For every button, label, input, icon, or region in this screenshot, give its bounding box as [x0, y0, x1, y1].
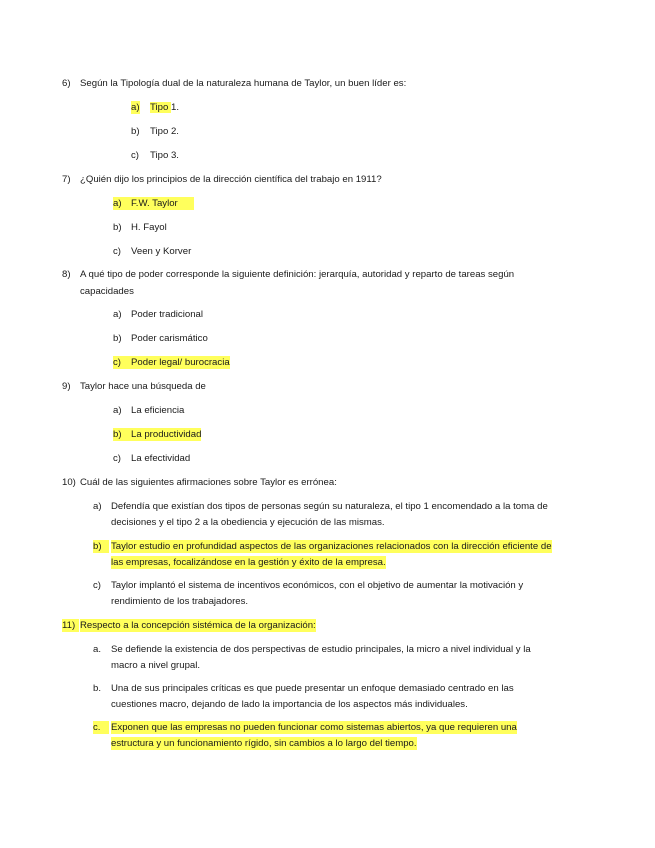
question-text: Cuál de las siguientes afirmaciones sobre Taylor es errónea:: [80, 477, 337, 488]
option-text: La efectividad: [131, 453, 191, 464]
option-text-highlight: Tipo: [150, 102, 171, 113]
option-label: b): [93, 540, 109, 553]
option-text: F.W. Taylor: [131, 198, 178, 209]
option-label: b): [113, 428, 140, 441]
option-text-line2: estructura y un funcionamiento rígido, sin cambios a lo largo del tiempo.: [111, 738, 417, 749]
option-label: a): [93, 501, 102, 512]
question-text: Taylor hace una búsqueda de: [80, 381, 206, 392]
option-text-line2: cuestiones macro, dejando de lado la importancia de los aspectos más individuales.: [111, 699, 468, 710]
option-label: b): [113, 333, 122, 344]
option-text: Tipo 1.: [150, 102, 179, 113]
option-text: Poder tradicional: [131, 309, 203, 320]
option-label: a): [113, 197, 194, 210]
option-label: a.: [93, 644, 102, 655]
question-number: 9): [62, 381, 71, 392]
option-label: a): [131, 102, 140, 113]
option-text-line2: decisiones y el tipo 2 a la obediencia y ejecución de las mismas.: [111, 517, 385, 528]
option-text-line2: las empresas, focalizándose en la gestión y éxito de la empresa.: [111, 557, 386, 568]
question-text-line1: A qué tipo de poder corresponde la siguiente definición: jerarquía, autoridad y reparto de tareas según: [80, 269, 515, 280]
option-text-line2: macro a nivel grupal.: [111, 660, 201, 671]
option-label: c): [131, 150, 139, 161]
option-label: c): [93, 580, 101, 591]
option-text-line1: Taylor implantó el sistema de incentivos económicos, con el objetivo de aumentar la motivación y: [111, 580, 524, 591]
question-number: 8): [62, 269, 71, 280]
question-number: 7): [62, 174, 71, 185]
option-label: c): [113, 246, 121, 257]
question-text: ¿Quién dijo los principios de la dirección científica del trabajo en 1911?: [80, 174, 382, 185]
option-text-line1: Se defiende la existencia de dos perspectivas de estudio principales, la micro a nivel individual y la: [111, 644, 531, 655]
option-text: H. Fayol: [131, 222, 167, 233]
option-label: c): [113, 453, 121, 464]
question-text-line2: capacidades: [80, 286, 134, 297]
option-label: b): [131, 126, 140, 137]
question-number: 10): [62, 477, 76, 488]
option-text-line1: Taylor estudio en profundidad aspectos de las organizaciones relacionados con la dirección eficiente de: [111, 541, 552, 552]
option-text-line1: Defendía que existían dos tipos de personas según su naturaleza, el tipo 1 encomendado a la toma de: [111, 501, 548, 512]
option-text-line2: rendimiento de los trabajadores.: [111, 596, 249, 607]
option-text: Poder legal/ burocracia: [131, 357, 230, 368]
option-label: b.: [93, 683, 102, 694]
option-label: a): [113, 405, 122, 416]
question-number: 6): [62, 78, 71, 89]
option-text: Poder carismático: [131, 333, 208, 344]
question-number: 11): [62, 619, 79, 632]
option-text-line1: Una de sus principales críticas es que puede presentar un enfoque demasiado centrado en las: [111, 683, 514, 694]
option-label: b): [113, 222, 122, 233]
option-text: La productividad: [131, 429, 202, 440]
option-text: La eficiencia: [131, 405, 185, 416]
option-label: c): [113, 356, 139, 369]
option-text: Tipo 2.: [150, 126, 179, 137]
question-text: Según la Tipología dual de la naturaleza humana de Taylor, un buen líder es:: [80, 78, 407, 89]
option-text: Veen y Korver: [131, 246, 192, 257]
option-text: Tipo 3.: [150, 150, 179, 161]
option-label: a): [113, 309, 122, 320]
question-text: Respecto a la concepción sistémica de la organización:: [80, 620, 316, 631]
option-text-line1: Exponen que las empresas no pueden funcionar como sistemas abiertos, ya que requieren una: [111, 722, 517, 733]
option-label: c.: [93, 721, 109, 734]
